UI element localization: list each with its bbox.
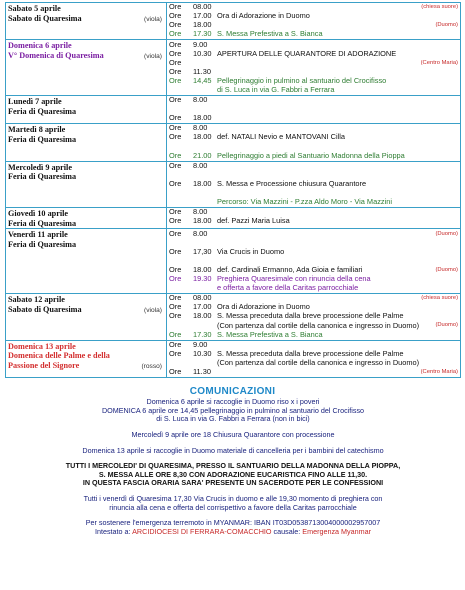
event-description: Pellegrinaggio in pulmino al santuario del Crocifisso xyxy=(217,76,387,85)
comm-holder-name: ARCIDIOCESI DI FERRARA-COMACCHIO xyxy=(132,527,272,537)
event-description: Via Crucis in Duomo xyxy=(217,247,285,256)
event-row xyxy=(167,248,460,257)
event-ore-label: Ore xyxy=(169,330,182,339)
day-label-cell xyxy=(6,294,167,340)
event-row xyxy=(167,359,460,368)
event-time: 10.30 xyxy=(193,49,212,58)
event-ore-label: Ore xyxy=(169,76,182,85)
event-time: 8.00 xyxy=(193,208,208,217)
event-time: 14,45 xyxy=(193,76,212,85)
day-liturgical-name: Feria di Quaresima xyxy=(8,106,77,116)
event-ore-label: Ore xyxy=(169,349,182,358)
event-time: 18.00 xyxy=(193,114,212,123)
schedule-day-row xyxy=(6,124,461,161)
event-row xyxy=(167,21,460,30)
day-liturgical-name: Sabato di Quaresima xyxy=(8,304,82,314)
schedule-day-row xyxy=(6,208,461,229)
event-ore-label: Ore xyxy=(169,124,182,133)
event-row xyxy=(167,133,460,142)
event-time: 8.00 xyxy=(193,95,208,105)
event-row xyxy=(167,124,460,133)
event-ore-label: Ore xyxy=(169,151,182,160)
event-ore-label: Ore xyxy=(169,49,182,58)
day-date: Giovedì 10 aprile xyxy=(8,209,69,219)
event-row xyxy=(167,321,460,330)
event-row xyxy=(167,341,460,350)
event-location-note: (chiesa suore) xyxy=(421,4,458,11)
weekly-schedule-table xyxy=(5,2,461,378)
event-location-note: (chiesa suore) xyxy=(421,295,458,302)
event-location-note: (Duomo) xyxy=(435,22,458,29)
event-row xyxy=(167,284,460,293)
day-date: Lunedì 7 aprile xyxy=(8,96,62,106)
event-description: S. Messa Prefestiva a S. Bianca xyxy=(217,30,323,39)
day-liturgical-name: V° Domenica di Quaresima xyxy=(8,51,104,61)
event-row xyxy=(167,312,460,321)
event-location-note: (Centro Maria) xyxy=(420,59,458,66)
day-date: Sabato 5 aprile xyxy=(8,4,61,13)
comm-pilgrimage-line2: di S. Luca in via G. Fabbri a Ferrara (non in bici) xyxy=(156,414,310,424)
event-time: 19.30 xyxy=(193,274,212,284)
event-time: 17.30 xyxy=(193,330,212,339)
event-time: 11.30 xyxy=(193,367,211,376)
day-date: Martedì 8 aprile xyxy=(8,125,66,135)
event-description: Pellegrinaggio a piedi al Santuario Madonna della Pioppa xyxy=(217,151,405,160)
comm-fridays-line1: Tutti i venerdì di Quaresima 17,30 Via Crucis in duomo e alle 19,30 momento di preghiera con xyxy=(83,494,383,504)
event-time: 8.00 xyxy=(193,124,208,133)
event-ore-label: Ore xyxy=(169,3,182,12)
event-ore-label: Ore xyxy=(169,95,182,105)
event-time: 18.00 xyxy=(193,133,212,142)
communications-body xyxy=(8,398,458,537)
event-row xyxy=(167,229,460,238)
event-row xyxy=(167,142,460,151)
event-description: APERTURA DELLE QUARANTORE DI ADORAZIONE xyxy=(217,49,397,58)
comm-pilgrimage-line1: DOMENICA 6 aprile ore 14,45 pellegrinaggio in pulmino al santuario del Crocifisso xyxy=(101,405,365,415)
day-label-cell xyxy=(6,40,167,96)
event-description: def. NATALI Nevio e MANTOVANI Cilla xyxy=(217,133,346,142)
event-time: 8.00 xyxy=(193,229,208,238)
event-time: 18.00 xyxy=(193,21,212,30)
event-row xyxy=(167,12,460,21)
event-ore-label: Ore xyxy=(169,179,182,188)
event-row xyxy=(167,208,460,217)
event-ore-label: Ore xyxy=(169,114,182,123)
event-description: def. Pazzi Maria Luisa xyxy=(217,217,290,226)
event-time: 18.00 xyxy=(193,265,212,274)
schedule-day-row xyxy=(6,95,461,123)
event-location-note: (Duomo) xyxy=(435,266,458,273)
event-description: Ora di Adorazione in Duomo xyxy=(217,12,310,21)
comm-causale-label: causale: xyxy=(273,527,301,537)
day-events-cell xyxy=(167,40,461,96)
day-events-cell xyxy=(167,294,461,340)
event-row xyxy=(167,86,460,95)
event-description: Percorso: Via Mazzini - P.zza Aldo Moro - Via Mazzini xyxy=(217,198,392,207)
event-ore-label: Ore xyxy=(169,30,182,39)
event-time: 8.00 xyxy=(193,161,208,170)
event-ore-label: Ore xyxy=(169,217,182,226)
comm-myanmar-holder xyxy=(8,528,458,537)
event-ore-label: Ore xyxy=(169,12,182,21)
comm-fridays-line2: rinuncia alla cena e offerta del corrispettivo a favore della Caritas parrocchiale xyxy=(109,502,357,512)
event-time: 21.00 xyxy=(193,151,212,160)
event-row xyxy=(167,257,460,266)
event-row xyxy=(167,217,460,226)
schedule-day-row xyxy=(6,161,461,207)
comm-stationery-collection: Domenica 13 aprile si raccoglie in Duomo materiale di cancelleria per i bambini del catechismo xyxy=(82,445,384,455)
event-row xyxy=(167,40,460,49)
event-row xyxy=(167,239,460,248)
liturgical-color: (rosso) xyxy=(141,362,162,370)
event-ore-label: Ore xyxy=(169,247,182,256)
event-row xyxy=(167,368,460,377)
event-time: 17.00 xyxy=(193,303,212,312)
event-row xyxy=(167,152,460,161)
event-description: di S. Luca in via G. Fabbri a Ferrara xyxy=(217,86,335,95)
event-row xyxy=(167,294,460,303)
day-label-cell xyxy=(6,3,167,40)
day-liturgical-name: Domenica delle Palme e della xyxy=(8,351,110,361)
event-time: 17.00 xyxy=(193,12,212,21)
day-label-cell xyxy=(6,124,167,161)
event-row xyxy=(167,350,460,359)
event-time: 08.00 xyxy=(193,3,212,12)
day-label-cell xyxy=(6,229,167,294)
event-description: S. Messa preceduta dalla breve processione delle Palme xyxy=(217,349,404,358)
day-date: Sabato 12 aprile xyxy=(8,295,65,305)
event-description: S. Messa Prefestiva a S. Bianca xyxy=(217,330,323,339)
day-liturgical-name: Feria di Quaresima xyxy=(8,172,77,182)
liturgical-color: (viola) xyxy=(144,306,162,314)
event-row xyxy=(167,77,460,86)
day-label-cell xyxy=(6,161,167,207)
day-liturgical-name: Feria di Quaresima xyxy=(8,134,77,144)
event-row xyxy=(167,171,460,180)
event-row xyxy=(167,162,460,171)
event-row xyxy=(167,30,460,39)
event-time: 17,30 xyxy=(193,247,212,256)
event-description: (Con partenza dal cortile della canonica e ingresso in Duomo) xyxy=(217,358,420,367)
event-description: S. Messa e Processione chiusura Quarantore xyxy=(217,179,367,188)
event-row xyxy=(167,114,460,123)
event-description: def. Cardinali Ermanno, Ada Gioia e familiari xyxy=(217,265,363,274)
event-description: e offerta a favore della Caritas parrocchiale xyxy=(217,284,359,293)
event-time: 11.30 xyxy=(193,67,211,76)
schedule-day-row xyxy=(6,294,461,340)
schedule-day-row xyxy=(6,229,461,294)
event-description: (Con partenza dal cortile della canonica e ingresso in Duomo) xyxy=(217,321,420,330)
event-ore-label: Ore xyxy=(169,58,182,67)
day-events-cell xyxy=(167,229,461,294)
day-events-cell xyxy=(167,340,461,377)
day-label-cell xyxy=(6,340,167,377)
event-ore-label: Ore xyxy=(169,133,182,142)
event-row xyxy=(167,68,460,77)
day-date: Domenica 6 aprile xyxy=(8,41,72,51)
comm-rice-collection: Domenica 6 aprile si raccoglie in Duomo riso x i poveri xyxy=(146,397,320,406)
event-time: 18.00 xyxy=(193,179,212,188)
event-time: 08.00 xyxy=(193,294,212,303)
day-events-cell xyxy=(167,161,461,207)
event-ore-label: Ore xyxy=(169,67,182,76)
event-ore-label: Ore xyxy=(169,40,182,49)
day-liturgical-name: Passione del Signore xyxy=(8,360,80,370)
day-date: Mercoledì 9 aprile xyxy=(8,162,72,172)
event-ore-label: Ore xyxy=(169,312,182,321)
event-row xyxy=(167,275,460,284)
event-location-note: (Duomo) xyxy=(435,230,458,237)
day-events-cell xyxy=(167,95,461,123)
day-label-cell xyxy=(6,208,167,229)
event-row xyxy=(167,180,460,189)
day-label-cell xyxy=(6,95,167,123)
event-time: 9.00 xyxy=(193,40,208,49)
event-row xyxy=(167,96,460,105)
schedule-day-row xyxy=(6,340,461,377)
communications-title: COMUNICAZIONI xyxy=(189,386,276,397)
event-location-note: (Duomo) xyxy=(435,322,458,329)
event-row xyxy=(167,59,460,68)
event-row xyxy=(167,105,460,114)
event-ore-label: Ore xyxy=(169,229,182,238)
event-description: Preghiera Quaresimale con rinuncia della cena xyxy=(217,275,371,284)
event-description: S. Messa preceduta dalla breve processione delle Palme xyxy=(217,312,404,321)
event-location-note: (Centro Maria) xyxy=(420,368,458,375)
comm-quarantore-closing: Mercoledì 9 aprile ore 18 Chiusura Quarantore con processione xyxy=(131,429,335,439)
event-row xyxy=(167,266,460,275)
liturgical-color: (viola) xyxy=(144,52,162,60)
comm-holder-label: Intestato a: xyxy=(94,527,131,537)
day-liturgical-name: Feria di Quaresima xyxy=(8,218,77,228)
event-ore-label: Ore xyxy=(169,340,182,349)
event-row xyxy=(167,49,460,58)
event-row xyxy=(167,3,460,12)
day-events-cell xyxy=(167,3,461,40)
comm-wednesdays-line2: S. MESSA ALLE ORE 8,30 CON ADORAZIONE EUCARISTICA FINO ALLE 11,30. xyxy=(98,469,368,479)
event-ore-label: Ore xyxy=(169,208,182,217)
event-row xyxy=(167,330,460,339)
event-ore-label: Ore xyxy=(169,303,182,312)
event-ore-label: Ore xyxy=(169,265,182,274)
day-date: Domenica 13 aprile xyxy=(8,341,76,351)
event-time: 18.00 xyxy=(193,312,212,321)
comm-myanmar-iban: Per sostenere l'emergenza terremoto in MYANMAR: IBAN IT03D0538713004000002957007 xyxy=(85,518,381,528)
day-liturgical-name: Sabato di Quaresima xyxy=(8,13,82,23)
event-ore-label: Ore xyxy=(169,294,182,303)
day-events-cell xyxy=(167,208,461,229)
event-ore-label: Ore xyxy=(169,21,182,30)
comm-wednesdays-line3: IN QUESTA FASCIA ORARIA SARA' PRESENTE UN SACERDOTE PER LE CONFESSIONI xyxy=(82,478,384,488)
comm-causale-value: Emergenza Myanmar xyxy=(302,527,372,537)
day-date: Venerdì 11 aprile xyxy=(8,230,68,240)
event-row xyxy=(167,198,460,207)
event-time: 18.00 xyxy=(193,217,212,226)
schedule-day-row xyxy=(6,3,461,40)
liturgical-color: (viola) xyxy=(144,15,162,23)
event-row xyxy=(167,189,460,198)
comm-wednesdays-line1: TUTTI I MERCOLEDI' DI QUARESIMA, PRESSO IL SANTUARIO DELLA MADONNA DELLA PIOPPA, xyxy=(65,461,401,471)
schedule-day-row xyxy=(6,40,461,96)
event-ore-label: Ore xyxy=(169,161,182,170)
event-ore-label: Ore xyxy=(169,367,182,376)
event-time: 17.30 xyxy=(193,30,212,39)
event-description: Ora di Adorazione in Duomo xyxy=(217,303,310,312)
day-events-cell xyxy=(167,124,461,161)
event-row xyxy=(167,303,460,312)
event-time: 10.30 xyxy=(193,349,212,358)
event-time: 9.00 xyxy=(193,340,208,349)
event-ore-label: Ore xyxy=(169,274,182,284)
day-liturgical-name: Feria di Quaresima xyxy=(8,240,77,250)
